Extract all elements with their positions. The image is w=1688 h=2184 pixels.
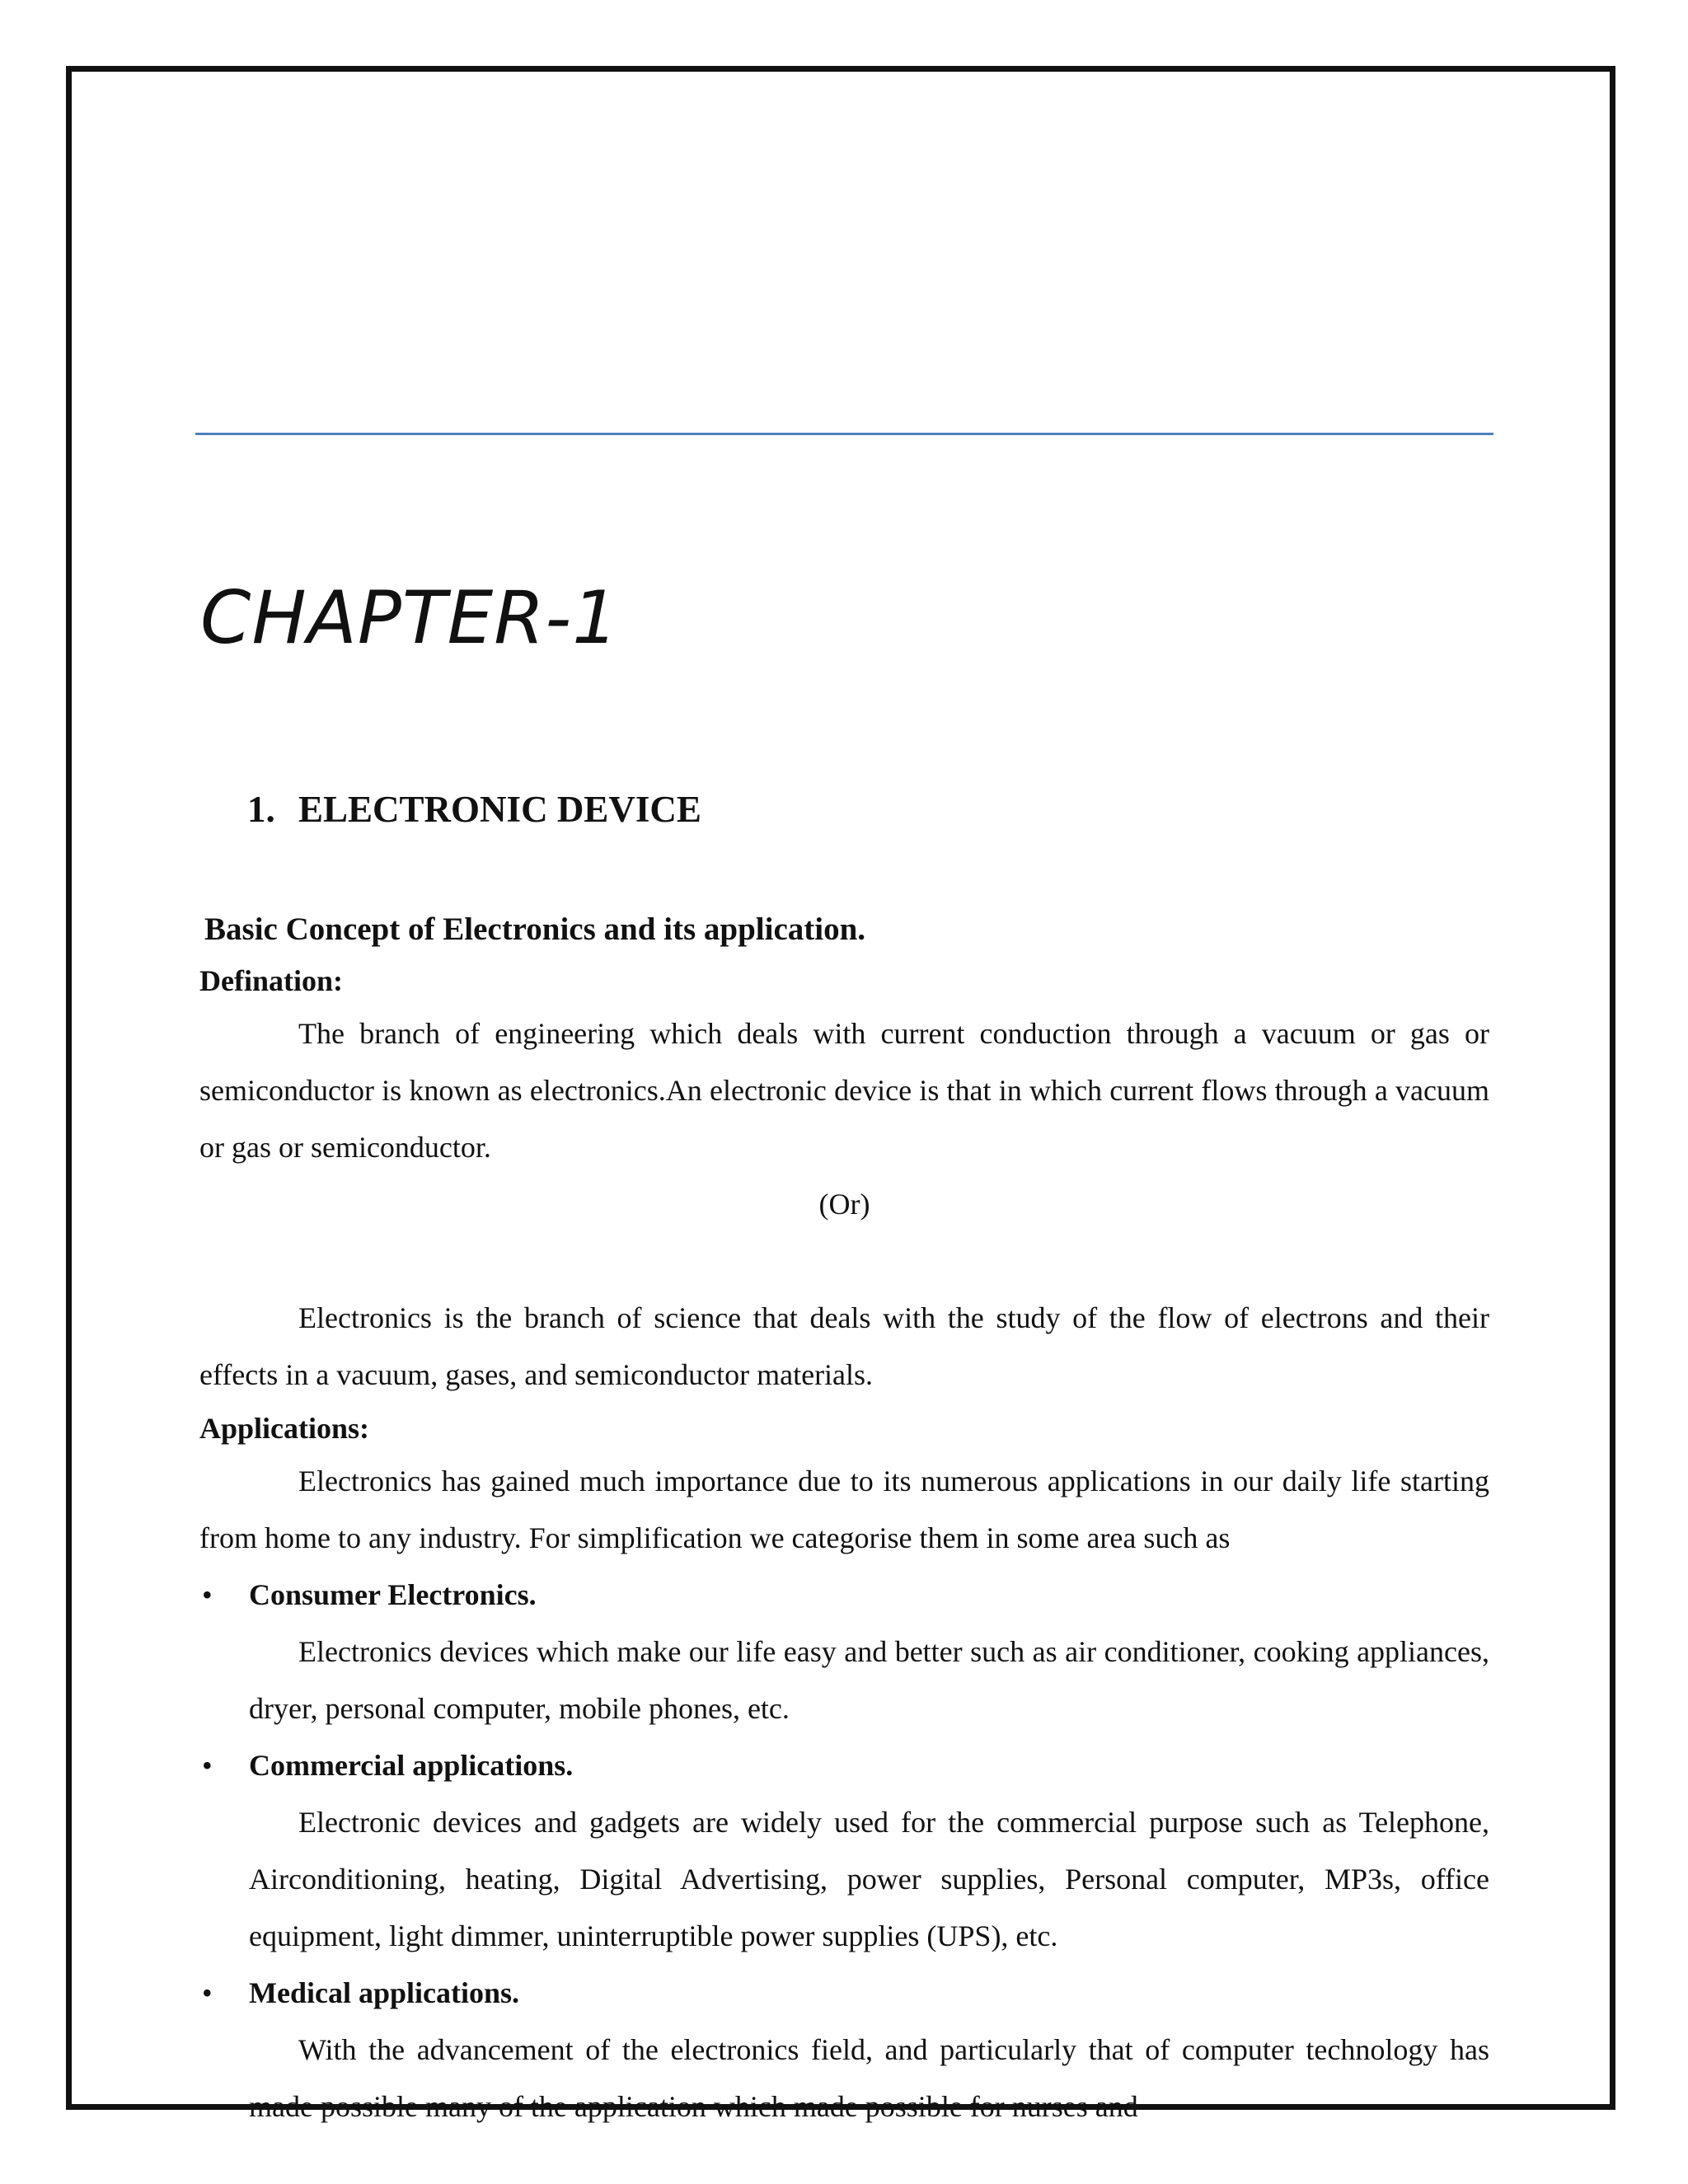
bullet-text: Electronic devices and gadgets are widely used for the commercial purpose such as Telephone, Airconditioning, heating, Digital Advertising, power supplies, Personal computer, MP3s, office equipment, light dimmer, uninterruptible power supplies (UPS), etc.	[249, 1806, 1489, 1952]
bullet-text: With the advancement of the electronics field, and particularly that of computer technology has made possible many of the application which made possible for nurses and	[249, 2033, 1489, 2123]
definition-paragraph-2: Electronics is the branch of science that deals with the study of the flow of electrons and their effects in a vacuum, gases, and semiconductor materials.	[199, 1301, 1489, 1391]
bullet-title: Medical applications.	[249, 1976, 520, 2009]
chapter-title: CHAPTER-1	[200, 575, 620, 660]
applications-intro: Electronics has gained much importance due to its numerous applications in our daily life starting from home to any industry. For simplification we categorise them in some area such as	[199, 1465, 1489, 1554]
subheading: Basic Concept of Electronics and its application.	[204, 912, 866, 947]
section-title: ELECTRONIC DEVICE	[298, 789, 701, 830]
list-item	[199, 1567, 1489, 1737]
applications-label: Applications:	[199, 1412, 370, 1445]
paragraph-spacer	[199, 1233, 1489, 1290]
bullet-icon: •	[202, 1578, 213, 1611]
list-item	[199, 1737, 1489, 1965]
section-number: 1.	[247, 789, 275, 830]
section-heading	[247, 787, 701, 832]
header-rule	[195, 433, 1493, 435]
body-text	[199, 956, 1489, 2135]
definition-paragraph-1: The branch of engineering which deals with current conduction through a vacuum or gas or semiconductor is known as electronics.An electronic device is that in which current flows through a vacuum or gas or semiconductor.	[199, 1017, 1489, 1164]
bullet-icon: •	[202, 1749, 213, 1782]
definition-label: Defination:	[199, 964, 343, 997]
bullet-title: Commercial applications.	[249, 1749, 574, 1782]
list-item	[199, 1965, 1489, 2135]
bullet-title: Consumer Electronics.	[249, 1578, 537, 1611]
or-separator: (Or)	[818, 1188, 870, 1221]
bullet-text: Electronics devices which make our life easy and better such as air conditioner, cooking appliances, dryer, personal computer, mobile phones, etc.	[249, 1635, 1489, 1725]
bullet-icon: •	[202, 1976, 213, 2009]
